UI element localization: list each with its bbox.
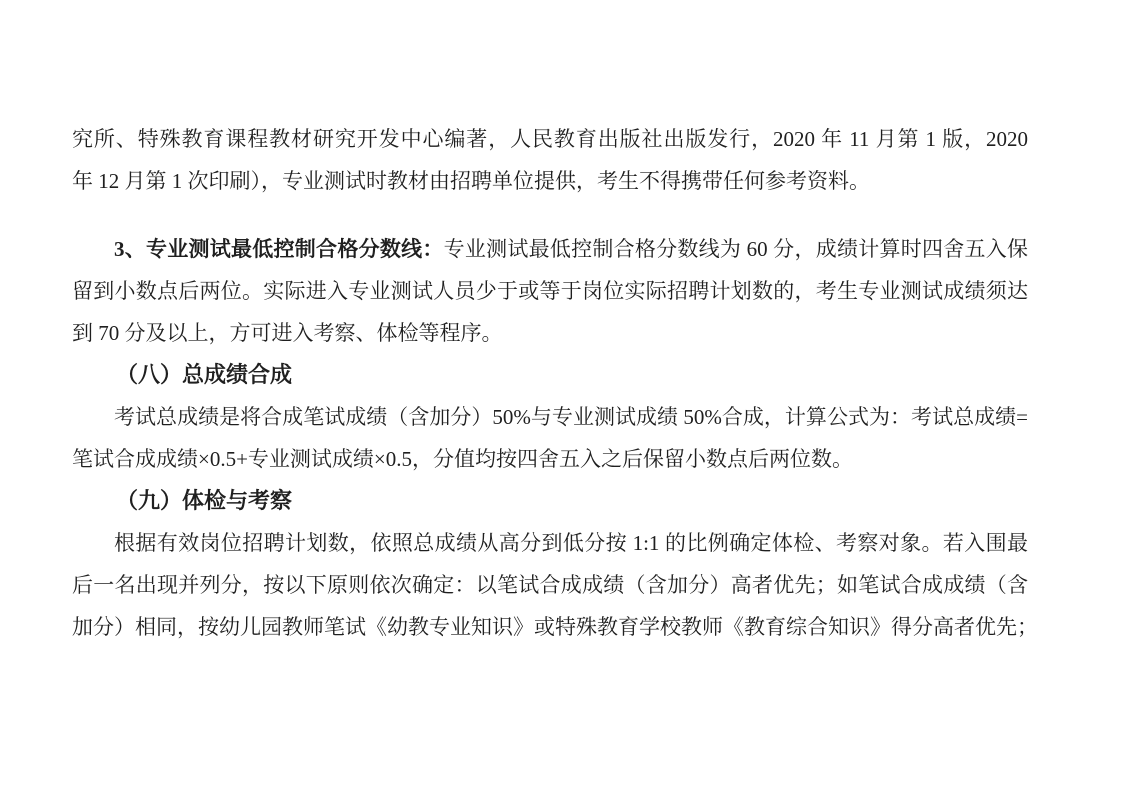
text-line: 笔试合成成绩×0.5+专业测试成绩×0.5，分值均按四舍五入之后保留小数点后两位数。 <box>72 447 854 471</box>
paragraph-physical-exam-rules <box>72 522 1038 648</box>
text-line: 根据有效岗位招聘计划数，依照总成绩从高分到低分按 1:1 的比例确定体检、考察对象。若入围最 <box>114 531 1028 555</box>
text-line: 后一名出现并列分，按以下原则依次确定：以笔试合成成绩（含加分）高者优先；如笔试合成成绩（含 <box>72 573 1028 597</box>
text-line: 年 12 月第 1 次印刷），专业测试时教材由招聘单位提供，考生不得携带任何参考资料。 <box>72 169 870 193</box>
text-line <box>72 228 1028 270</box>
text-line: 加分）相同，按幼儿园教师笔试《幼教专业知识》或特殊教育学校教师《教育综合知识》得分高者优先； <box>72 615 1038 639</box>
paragraph-total-score-formula <box>72 396 1028 480</box>
section-heading-physical-exam: （九）体检与考察 <box>116 488 293 513</box>
document-body <box>72 118 1038 648</box>
bold-lead-passing-score: 3、专业测试最低控制合格分数线： <box>114 237 444 261</box>
paragraph-textbook-edition <box>72 118 1028 202</box>
paragraph-passing-score-line <box>72 228 1028 354</box>
text-line: 究所、特殊教育课程教材研究开发中心编著，人民教育出版社出版发行，2020 年 11 月第 1 版，2020 <box>72 127 1028 151</box>
text-line: 留到小数点后两位。实际进入专业测试人员少于或等于岗位实际招聘计划数的，考生专业测试成绩须达 <box>72 279 1028 303</box>
text-line: 到 70 分及以上，方可进入考察、体检等程序。 <box>72 321 503 345</box>
text-run: 专业测试最低控制合格分数线为 60 分，成绩计算时四舍五入保 <box>443 237 1028 261</box>
section-heading-total-score: （八）总成绩合成 <box>116 362 293 387</box>
text-line: 考试总成绩是将合成笔试成绩（含加分）50%与专业测试成绩 50%合成，计算公式为：考试总成绩= <box>114 405 1028 429</box>
